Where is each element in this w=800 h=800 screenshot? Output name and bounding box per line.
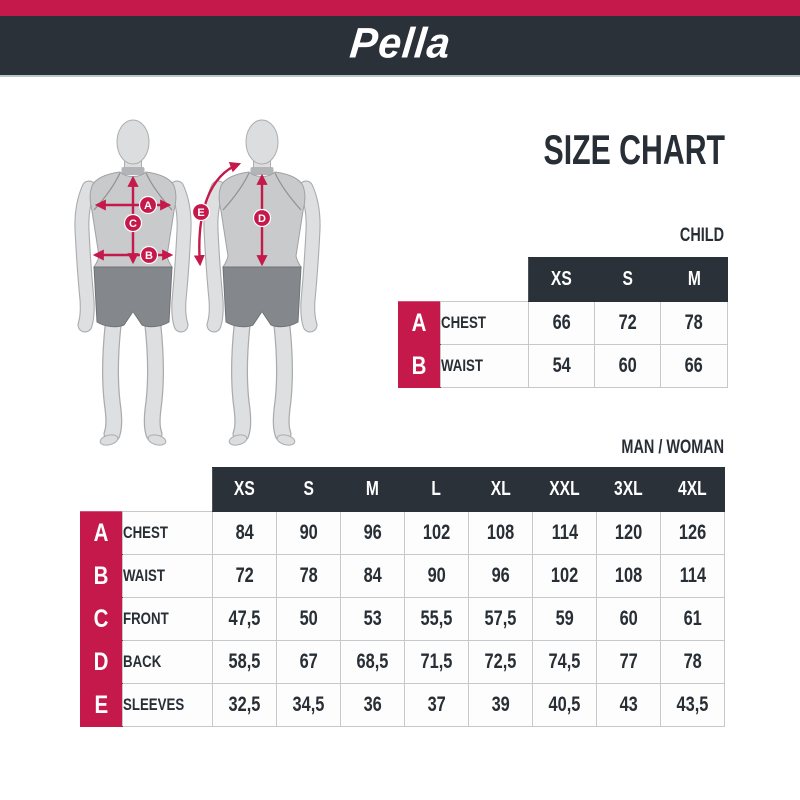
table-corner-spacer — [81, 468, 213, 512]
row-letter-badge: A — [399, 302, 441, 345]
size-value: 74,5 — [533, 641, 597, 684]
measurement-label: WAIST — [123, 555, 213, 598]
measurement-label: CHEST — [441, 302, 529, 345]
size-value: 84 — [341, 555, 405, 598]
size-value: 50 — [277, 598, 341, 641]
size-value: 68,5 — [341, 641, 405, 684]
size-column-header: S — [277, 468, 341, 512]
measurement-label: FRONT — [123, 598, 213, 641]
measurement-row — [81, 555, 725, 598]
measurement-row — [81, 641, 725, 684]
size-value: 120 — [597, 512, 661, 555]
size-column-header: XS — [213, 468, 277, 512]
top-accent-bar — [0, 0, 800, 16]
marker-b — [141, 247, 158, 264]
marker-a — [140, 197, 157, 214]
adult-section-label: MAN / WOMAN — [621, 437, 724, 458]
row-letter-badge: C — [81, 598, 123, 641]
size-value: 53 — [341, 598, 405, 641]
size-value: 77 — [597, 641, 661, 684]
size-value: 43,5 — [661, 684, 725, 727]
size-value: 39 — [469, 684, 533, 727]
size-value: 108 — [597, 555, 661, 598]
svg-text:B: B — [145, 250, 153, 262]
measurement-label: WAIST — [441, 345, 529, 388]
child-section-label: CHILD — [679, 225, 724, 246]
svg-text:D: D — [258, 213, 266, 225]
size-value: 67 — [277, 641, 341, 684]
size-column-header: S — [595, 258, 661, 302]
size-value: 72 — [213, 555, 277, 598]
size-value: 71,5 — [405, 641, 469, 684]
size-value: 114 — [661, 555, 725, 598]
back-figure — [211, 120, 313, 447]
body-measurement-diagram — [58, 112, 326, 448]
size-value: 102 — [533, 555, 597, 598]
size-value: 78 — [661, 302, 728, 345]
size-value: 43 — [597, 684, 661, 727]
front-figure — [82, 120, 184, 447]
size-value: 36 — [341, 684, 405, 727]
row-letter-badge: D — [81, 641, 123, 684]
size-column-header: M — [341, 468, 405, 512]
row-letter-badge: E — [81, 684, 123, 727]
size-value: 114 — [533, 512, 597, 555]
size-value: 61 — [661, 598, 725, 641]
size-value: 90 — [277, 512, 341, 555]
size-column-header: M — [661, 258, 728, 302]
size-value: 37 — [405, 684, 469, 727]
size-value: 72,5 — [469, 641, 533, 684]
size-value: 60 — [595, 345, 661, 388]
size-value: 72 — [595, 302, 661, 345]
brand-logo: Pella — [347, 18, 454, 67]
table-corner-spacer — [399, 258, 529, 302]
marker-c — [125, 215, 142, 232]
measurement-label: CHEST — [123, 512, 213, 555]
size-value: 54 — [529, 345, 595, 388]
size-value: 78 — [277, 555, 341, 598]
svg-text:E: E — [197, 207, 205, 219]
size-value: 66 — [529, 302, 595, 345]
svg-text:C: C — [129, 218, 137, 230]
row-letter-badge: A — [81, 512, 123, 555]
size-value: 32,5 — [213, 684, 277, 727]
size-value: 59 — [533, 598, 597, 641]
size-value: 55,5 — [405, 598, 469, 641]
size-value: 58,5 — [213, 641, 277, 684]
size-value: 90 — [405, 555, 469, 598]
adult-size-table — [80, 467, 725, 727]
measurement-label: BACK — [123, 641, 213, 684]
size-column-header: XL — [469, 468, 533, 512]
size-column-header: L — [405, 468, 469, 512]
size-value: 47,5 — [213, 598, 277, 641]
size-column-header: XXL — [533, 468, 597, 512]
measurement-row — [81, 598, 725, 641]
size-value: 102 — [405, 512, 469, 555]
size-column-header: 3XL — [597, 468, 661, 512]
measurement-row — [399, 345, 728, 388]
size-value: 40,5 — [533, 684, 597, 727]
size-value: 96 — [341, 512, 405, 555]
size-value: 66 — [661, 345, 728, 388]
measurement-label: SLEEVES — [123, 684, 213, 727]
size-value: 84 — [213, 512, 277, 555]
size-column-header: 4XL — [661, 468, 725, 512]
size-value: 108 — [469, 512, 533, 555]
measurement-row — [81, 684, 725, 727]
row-letter-badge: B — [399, 345, 441, 388]
measurement-row — [399, 302, 728, 345]
header-bar — [0, 16, 800, 77]
size-value: 126 — [661, 512, 725, 555]
measurement-row — [81, 512, 725, 555]
size-value: 96 — [469, 555, 533, 598]
size-value: 78 — [661, 641, 725, 684]
size-value: 60 — [597, 598, 661, 641]
size-value: 57,5 — [469, 598, 533, 641]
marker-e — [193, 204, 210, 221]
size-value: 34,5 — [277, 684, 341, 727]
svg-text:A: A — [144, 200, 152, 212]
page-title: SIZE CHART — [543, 126, 725, 173]
child-size-table — [398, 257, 728, 388]
marker-d — [254, 210, 271, 227]
row-letter-badge: B — [81, 555, 123, 598]
size-column-header: XS — [529, 258, 595, 302]
